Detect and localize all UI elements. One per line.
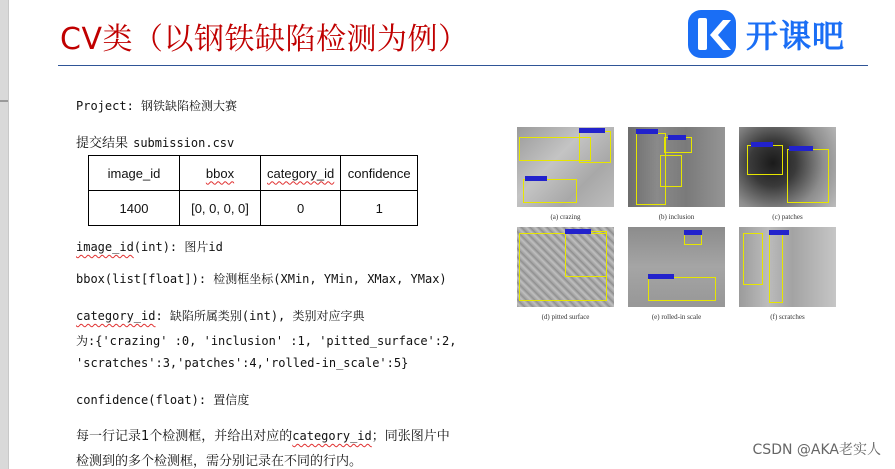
patches-sample-image [739, 127, 836, 207]
submission-table [88, 155, 418, 226]
project-line: Project: 钢铁缺陷检测大赛 [76, 99, 238, 113]
kaikeba-logo-icon [686, 8, 738, 60]
kaikeba-logo [686, 6, 845, 62]
cell-category-id: 0 [261, 191, 341, 226]
rolled-in-scale-sample-image [628, 227, 725, 307]
category-dict-line-1: 为:{'crazing' :0, 'inclusion' :1, 'pitted_surface':2, [76, 334, 457, 348]
category-dict-line-2: 'scratches':3,'patches':4,'rolled-in_scale':5} [76, 356, 409, 370]
header-bbox: bbox [180, 156, 261, 191]
category-term: category_id [76, 309, 156, 323]
crazing-sample-image [517, 127, 614, 207]
caption-crazing: (a) crazing [550, 213, 581, 221]
cell-confidence: 1 [341, 191, 418, 226]
submission-label: 提交结果 [76, 136, 129, 151]
table-row [89, 191, 418, 226]
bbox-line: bbox(list[float]): 检测框坐标(XMin, YMin, XMax, YMax) [76, 272, 447, 286]
title-divider [58, 65, 868, 66]
note-line-2: 检测到的多个检测框，需分别记录在不同的行内。 [76, 454, 363, 469]
pitted-surface-sample-image [517, 227, 614, 307]
csdn-watermark: CSDN @AKA老实人 [752, 442, 881, 458]
note-line-1-post: ；同张图片中 [371, 429, 450, 444]
image-id-term: image_id [76, 240, 134, 254]
category-desc: : 缺陷所属类别(int), 类别对应字典 [155, 309, 365, 323]
defect-sample-gallery [517, 127, 842, 327]
scratches-sample-image [739, 227, 836, 307]
submission-line [76, 132, 234, 151]
caption-scratches: (f) scratches [770, 313, 805, 321]
header-category-id: category_id [261, 156, 341, 191]
header-confidence: confidence [341, 156, 418, 191]
cell-image-id: 1400 [89, 191, 180, 226]
header-image-id: image_id [89, 156, 180, 191]
table-header-row [89, 156, 418, 191]
note-line-1-term: category_id [292, 429, 372, 443]
image-id-line [76, 236, 223, 255]
caption-inclusion: (b) inclusion [658, 213, 695, 221]
image-id-desc: (int): 图片id [133, 240, 223, 254]
category-line [76, 305, 365, 324]
logo-text: 开课吧 [746, 17, 846, 55]
gutter-marker [0, 100, 8, 102]
slide-title: CV类（以钢铁缺陷检测为例） [60, 22, 469, 57]
caption-patches: (c) patches [772, 213, 803, 221]
inclusion-sample-image [628, 127, 725, 207]
submission-file: submission.csv [133, 136, 235, 150]
note-line-1 [76, 425, 450, 444]
gutter-divider [8, 0, 9, 469]
caption-rolled-in-scale: (e) rolled-in scale [651, 313, 702, 321]
note-line-1-pre: 每一行记录1个检测框，并给出对应的 [76, 429, 293, 444]
left-gutter [0, 0, 8, 469]
cell-bbox: [0, 0, 0, 0] [180, 191, 261, 226]
caption-pitted-surface: (d) pitted surface [541, 313, 590, 321]
confidence-line: confidence(float): 置信度 [76, 393, 250, 407]
